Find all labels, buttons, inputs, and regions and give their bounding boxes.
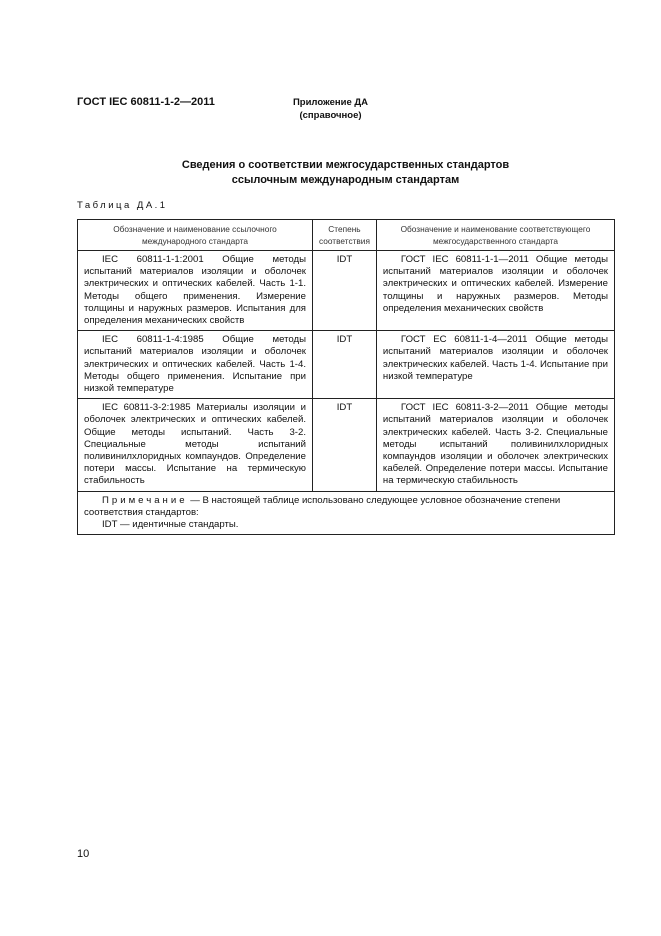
- table-header-row: [78, 220, 615, 251]
- cell-international: IEC 60811-1-4:1985 Общие методы испытаний материалов изоляции и оболочек электрических и оптических кабелей. Часть 1-4. Методы общего применения. Испытание при низкой температуре: [78, 331, 313, 399]
- table-row: [78, 331, 615, 399]
- document-header: ГОСТ IEC 60811-1-2—2011: [77, 96, 215, 108]
- title-line-1: Сведения о соответствии межгосударственных стандартов: [181, 159, 510, 171]
- section-title: [0, 158, 661, 188]
- cell-interstate: ГОСТ IEC 60811-1-1—2011 Общие методы испытаний материалов изоляции и оболочек электрических и оптических кабелей. Измерение толщины и наружных размеров. Методы определения механических свойств: [376, 251, 614, 331]
- table-row: [78, 251, 615, 331]
- table-note-row: [78, 491, 615, 535]
- note-line-2: IDT — идентичные стандарты.: [102, 519, 239, 531]
- header-international: Обозначение и наименование ссылочного международного стандарта: [78, 220, 313, 251]
- cell-international: IEC 60811-3-2:1985 Материалы изоляции и оболочек электрических и оптических кабелей. Общие методы испытаний. Часть 3-2. Специальные методы испытаний поливинилхлоридных компаундов. Определение потери массы. Испытание на термическую стабильность: [78, 399, 313, 491]
- cell-international: IEC 60811-1-1:2001 Общие методы испытаний материалов изоляции и оболочек электрических и оптических кабелей. Часть 1-1. Методы общего применения. Измерение толщины и наружных размеров. Испытания для определения механических свойств: [78, 251, 313, 331]
- note-text: — В настоящей таблице использовано следующее условное обозначение степени соответствия стандартов:: [84, 494, 561, 518]
- cell-interstate: ГОСТ ЕС 60811-1-4—2011 Общие методы испытаний материалов изоляции и оболочек электрических кабелей. Часть 1-4. Испытание при низкой температуре: [376, 331, 614, 399]
- note-label: Примечание: [102, 494, 188, 506]
- cell-degree: IDT: [313, 251, 377, 331]
- cell-degree: IDT: [313, 399, 377, 491]
- page-number: 10: [77, 848, 90, 860]
- table-note: [78, 491, 615, 535]
- appendix-title: Приложение ДА: [292, 97, 369, 108]
- appendix-subtitle: (справочное): [299, 110, 362, 121]
- table-row: [78, 399, 615, 491]
- cell-interstate: ГОСТ IEC 60811-3-2—2011 Общие методы испытаний материалов изоляции и оболочек электрических кабелей. Часть 3-2. Специальные методы испытаний поливинилхлоридных компаундов изоляции и оболочек электрических кабелей. Определение потери массы. Испытание на термическую стабильность: [376, 399, 614, 491]
- header-degree: Степень соответствия: [313, 220, 377, 251]
- cell-degree: IDT: [313, 331, 377, 399]
- title-line-2: ссылочным международным стандартам: [231, 174, 460, 186]
- correspondence-table: [77, 219, 615, 535]
- header-interstate: Обозначение и наименование соответствующего межгосударственного стандарта: [376, 220, 614, 251]
- table-label: Таблица ДА.1: [77, 200, 168, 211]
